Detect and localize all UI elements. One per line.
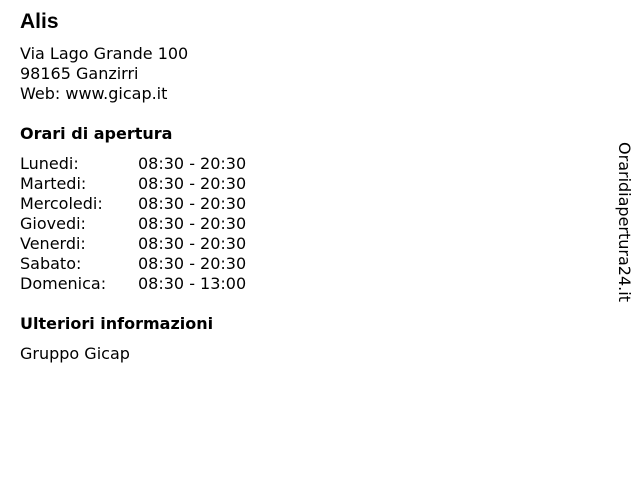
time-range: 08:30 - 20:30 xyxy=(138,254,247,273)
address-city: 98165 Ganzirri xyxy=(20,64,139,83)
day-label: Venerdi: xyxy=(20,234,86,253)
business-address xyxy=(20,44,188,104)
day-label: Giovedi: xyxy=(20,214,86,233)
day-label: Lunedi: xyxy=(20,154,79,173)
additional-info-text: Gruppo Gicap xyxy=(20,344,130,363)
additional-info-heading: Ulteriori informazioni xyxy=(20,314,214,333)
time-range: 08:30 - 20:30 xyxy=(138,234,247,253)
time-range: 08:30 - 20:30 xyxy=(138,214,247,233)
website-text: Web: www.gicap.it xyxy=(20,84,168,103)
time-range: 08:30 - 20:30 xyxy=(138,194,247,213)
time-range: 08:30 - 20:30 xyxy=(138,154,247,173)
address-street: Via Lago Grande 100 xyxy=(20,44,189,63)
site-watermark: Oraridiapertura24.it xyxy=(615,142,634,302)
day-label: Mercoledi: xyxy=(20,194,103,213)
day-label: Sabato: xyxy=(20,254,82,273)
time-range: 08:30 - 20:30 xyxy=(138,174,247,193)
day-label: Martedi: xyxy=(20,174,87,193)
opening-hours-heading: Orari di apertura xyxy=(20,124,173,143)
business-name: Alis xyxy=(20,10,59,33)
time-range: 08:30 - 13:00 xyxy=(138,274,247,293)
day-label: Domenica: xyxy=(20,274,107,293)
